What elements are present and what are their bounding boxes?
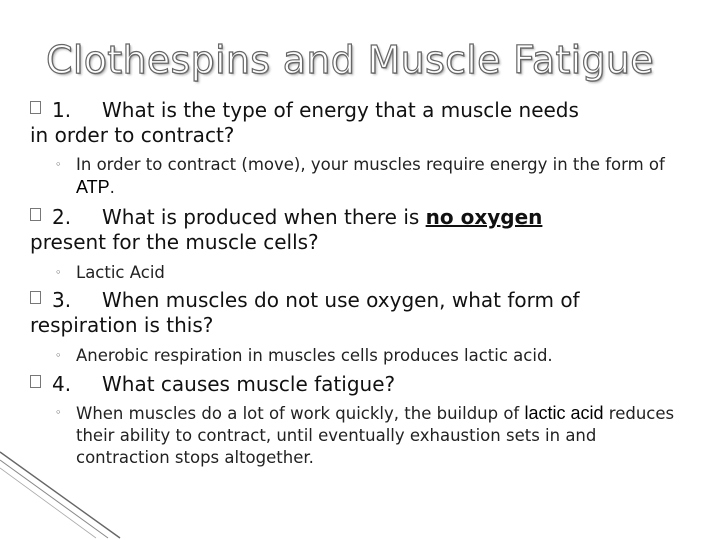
question-number: 2.: [52, 205, 72, 229]
answer-text: In order to contract (move), your muscles require energy in the form of: [76, 155, 665, 174]
checkbox-bullet-icon: [30, 208, 41, 221]
question-text: What is the type of energy that a muscle needs: [102, 98, 579, 122]
question-text-continued: present for the muscle cells?: [30, 230, 319, 254]
question-1: [30, 98, 700, 148]
answer-text: When muscles do a lot of work quickly, the buildup of: [76, 404, 520, 423]
question-number: 3.: [52, 288, 72, 312]
bullet-icon: ◦: [55, 349, 62, 362]
answer-1: [55, 154, 695, 199]
question-number: 1.: [52, 98, 72, 122]
question-text-continued: respiration is this?: [30, 313, 214, 337]
answer-text-end: reduces their ability to contract, until eventually exhaustion sets in and contraction stops altogether.: [76, 404, 675, 467]
answer-text: Lactic Acid: [76, 263, 165, 282]
question-4: [30, 372, 700, 397]
checkbox-bullet-icon: [30, 291, 41, 304]
answer-keyword: lactic acid: [524, 403, 604, 423]
decorative-corner-lines: [0, 450, 130, 540]
answer-4: [55, 402, 695, 469]
checkbox-bullet-icon: [30, 375, 41, 388]
question-text: When muscles do not use oxygen, what form of: [102, 288, 580, 312]
answer-keyword: ATP: [76, 177, 110, 197]
slide-title: Clothespins and Muscle Fatigue: [46, 38, 654, 82]
question-text: What is produced when there is: [102, 205, 420, 229]
bullet-icon: ◦: [55, 158, 62, 171]
checkbox-bullet-icon: [30, 101, 41, 114]
answer-text: Anerobic respiration in muscles cells produces lactic acid.: [76, 346, 553, 365]
answer-text-end: .: [109, 178, 115, 197]
answer-3: [55, 345, 695, 367]
bullet-icon: ◦: [55, 266, 62, 279]
question-text-continued: in order to contract?: [30, 123, 235, 147]
question-number: 4.: [52, 372, 72, 396]
question-2: [30, 205, 700, 255]
question-3: [30, 288, 700, 338]
bullet-icon: ◦: [55, 406, 62, 419]
question-emphasis: no oxygen: [425, 205, 543, 229]
answer-2: [55, 262, 695, 284]
question-text: What causes muscle fatigue?: [102, 372, 396, 396]
